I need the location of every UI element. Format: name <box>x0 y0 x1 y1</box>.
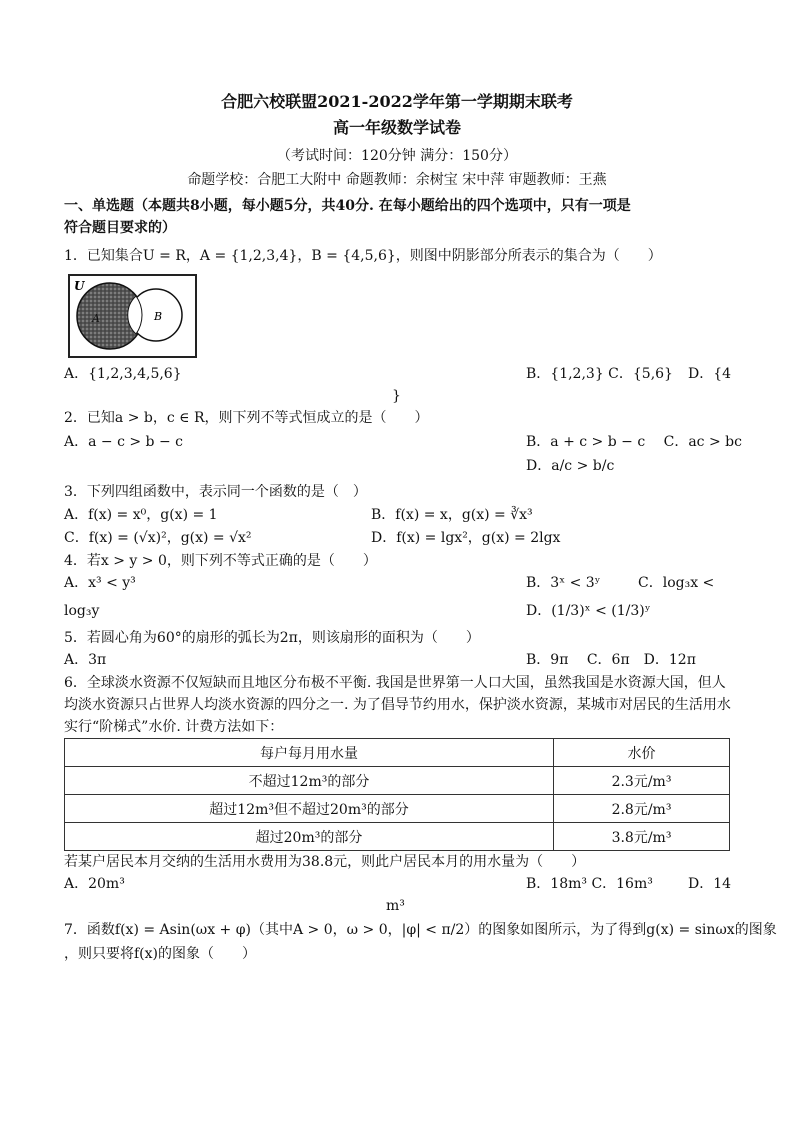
q2-option-a: A．a − c > b − c <box>64 434 183 450</box>
q6-option-bc: B．18m³ C．16m³ <box>526 876 653 892</box>
question-6-stem-line1: 6．全球淡水资源不仅短缺而且地区分布极不平衡. 我国是世界第一人口大国，虽然我国是水资源大国，但人 <box>64 675 726 691</box>
table-header-cell: 水价 <box>554 739 730 767</box>
table-header-row <box>65 739 730 767</box>
question-2-stem: 2．已知a > b，c ∈ R，则下列不等式恒成立的是（ ） <box>64 410 429 426</box>
question-1-stem: 1．已知集合U = R，A = {1,2,3,4}，B = {4,5,6}，则图中阴影部分所表示的集合为（ ） <box>64 248 662 264</box>
section-heading: 一、单选题（本题共8小题，每小题5分，共40分. 在每小题给出的四个选项中，只有一项是 <box>64 198 631 214</box>
exam-subtitle: 高一年级数学试卷 <box>332 118 461 137</box>
venn-a-label: A <box>92 312 100 325</box>
question-7-stem-line2: ，则只要将f(x)的图象（ ） <box>64 946 257 962</box>
table-cell: 2.8元/m³ <box>554 795 730 823</box>
question-5-stem: 5．若圆心角为60°的扇形的弧长为2π，则该扇形的面积为（ ） <box>64 630 480 646</box>
q5-option-a: A．3π <box>64 652 107 668</box>
table-header-cell: 每户每月用水量 <box>65 739 554 767</box>
exam-title: 合肥六校联盟2021-2022学年第一学期期末联考 <box>221 92 573 111</box>
section-heading-cont: 符合题目要求的） <box>64 220 176 236</box>
q6-option-d: D．14 <box>688 876 732 892</box>
table-row <box>65 767 730 795</box>
q3-option-b: B．f(x) = x，g(x) = ∛x³ <box>371 507 533 523</box>
venn-diagram <box>68 274 197 358</box>
q1-option-d-tail: } <box>392 388 401 404</box>
table-row <box>65 823 730 851</box>
question-7-stem-line1: 7．函数f(x) = Asin(ωx + φ)（其中A > 0，ω > 0，|φ| < π/2）的图象如图所示，为了得到g(x) = sinωx的图象 <box>64 922 777 938</box>
water-price-table <box>64 738 730 851</box>
q5-option-bcd: B．9π C．6π D．12π <box>526 652 696 668</box>
question-6-question: 若某户居民本月交纳的生活用水费用为38.8元，则此户居民本月的用水量为（ ） <box>64 854 586 870</box>
exam-authors: 命题学校：合肥工大附中 命题教师：余树宝 宋中萍 审题教师：王燕 <box>187 172 607 188</box>
venn-u-label: U <box>74 279 85 293</box>
q6-option-d-tail: m³ <box>386 898 405 914</box>
venn-b-label: B <box>154 310 163 323</box>
q4-option-d: D．(1/3)ˣ < (1/3)ʸ <box>526 603 651 619</box>
q1-option-a: A．{1,2,3,4,5,6} <box>64 366 182 382</box>
q4-option-a: A．x³ < y³ <box>64 575 136 591</box>
q1-option-d: D．{4 <box>688 366 732 382</box>
question-6-stem-line3: 实行“阶梯式”水价. 计费方法如下： <box>64 719 284 735</box>
q2-option-bc: B．a + c > b − c C．ac > bc <box>526 434 742 450</box>
question-4-stem: 4．若x > y > 0，则下列不等式正确的是（ ） <box>64 553 377 569</box>
q1-option-bc: B．{1,2,3} C．{5,6} <box>526 366 673 382</box>
table-cell: 3.8元/m³ <box>554 823 730 851</box>
table-cell: 不超过12m³的部分 <box>65 767 554 795</box>
q3-option-c: C．f(x) = (√x)²，g(x) = √x² <box>64 530 252 546</box>
question-3-stem: 3．下列四组函数中，表示同一个函数的是（ ） <box>64 484 367 500</box>
table-cell: 2.3元/m³ <box>554 767 730 795</box>
q3-option-a: A．f(x) = x⁰，g(x) = 1 <box>64 507 218 523</box>
q4-option-c-tail: log₃y <box>64 603 100 619</box>
venn-svg <box>70 276 195 356</box>
q4-option-b: B．3ˣ < 3ʸ <box>526 575 601 591</box>
exam-info: （考试时间：120分钟 满分：150分） <box>277 148 517 164</box>
q3-option-d: D．f(x) = lgx²，g(x) = 2lgx <box>371 530 561 546</box>
q4-option-c: C．log₃x < <box>638 575 715 591</box>
table-row <box>65 795 730 823</box>
table-cell: 超过12m³但不超过20m³的部分 <box>65 795 554 823</box>
question-6-stem-line2: 均淡水资源只占世界人均淡水资源的四分之一. 为了倡导节约用水，保护淡水资源，某城市对居民的生活用水 <box>64 697 731 713</box>
q2-option-d: D．a/c > b/c <box>526 458 615 474</box>
q6-option-a: A．20m³ <box>64 876 125 892</box>
table-cell: 超过20m³的部分 <box>65 823 554 851</box>
